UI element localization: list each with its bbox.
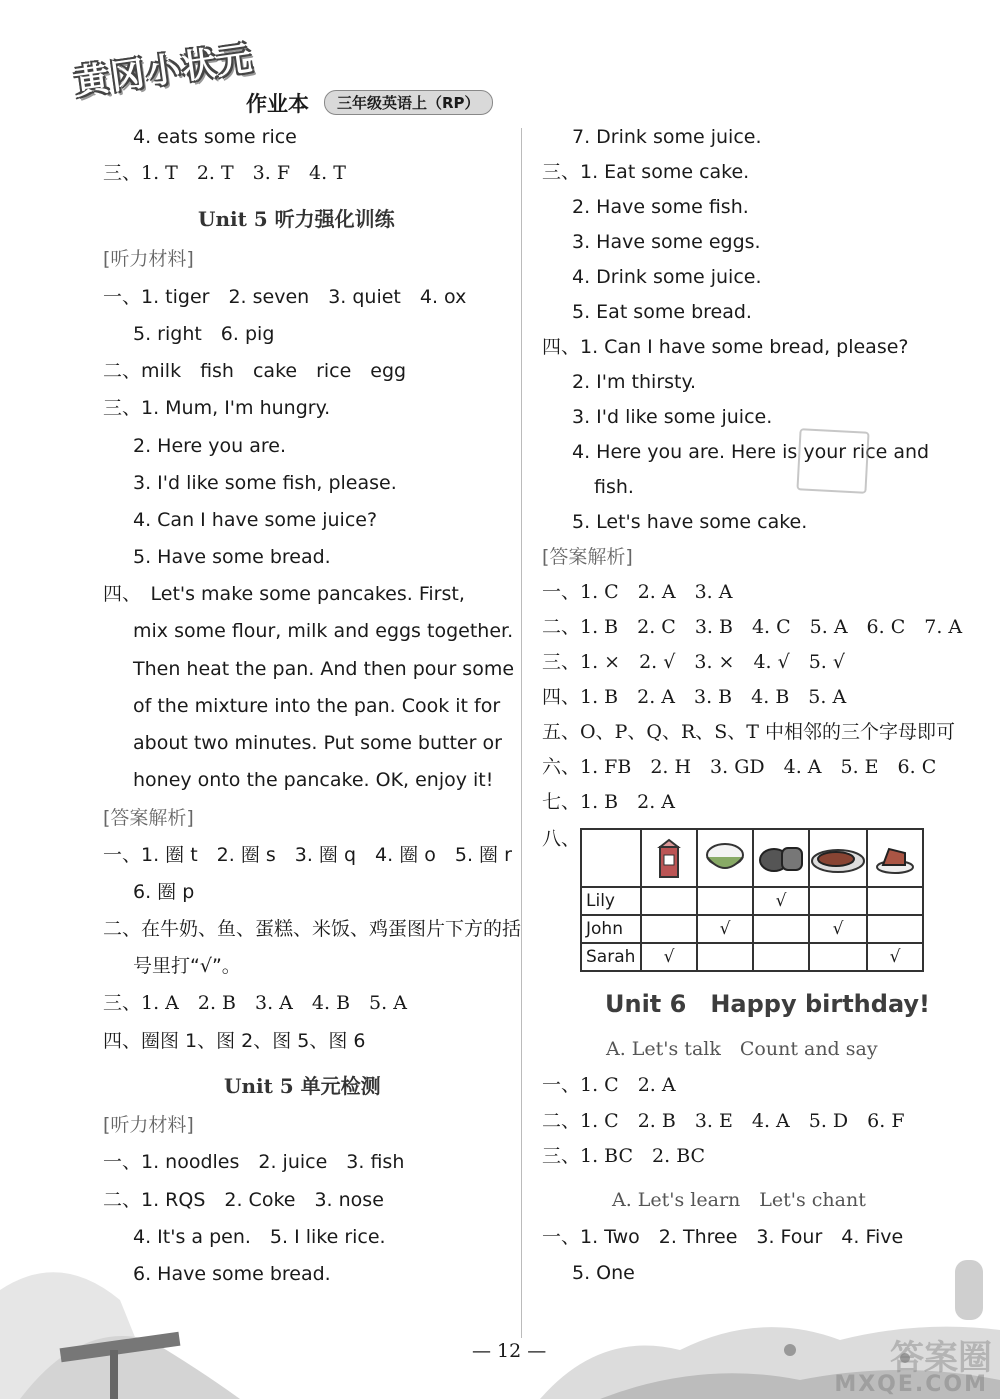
table-cell: √ xyxy=(753,887,809,915)
answer-line: about two minutes. Put some butter or xyxy=(133,732,502,754)
bread-icon xyxy=(753,829,809,887)
answer-line: 3. I'd like some juice. xyxy=(572,406,773,428)
answer-line: 一、1. tiger 2. seven 3. quiet 4. ox xyxy=(103,286,467,308)
lesson-heading: A. Let's talk Count and say xyxy=(606,1038,878,1060)
answer-line: 八、 xyxy=(542,828,581,850)
answer-line: 二、1. B 2. C 3. B 4. C 5. A 6. C 7. A xyxy=(542,616,963,638)
table-cell: √ xyxy=(641,943,697,971)
table-cell xyxy=(697,887,753,915)
answer-line: 5. Let's have some cake. xyxy=(572,511,808,533)
food-check-table xyxy=(580,828,924,972)
table-corner-cell xyxy=(581,829,641,887)
column-divider xyxy=(521,128,522,1338)
answer-line: 三、1. Mum, I'm hungry. xyxy=(103,397,331,419)
answer-line: 4. eats some rice xyxy=(133,126,297,148)
answer-line: 5. Eat some bread. xyxy=(572,301,752,323)
answer-line: 四、圈图 1、图 2、图 5、图 6 xyxy=(103,1030,366,1052)
section-label: [答案解析] xyxy=(542,546,633,568)
grade-tag: 三年级英语上（RP） xyxy=(324,90,493,115)
answer-line: of the mixture into the pan. Cook it for xyxy=(133,695,501,717)
stamp-mark xyxy=(796,428,869,494)
answer-line: 4. Can I have some juice? xyxy=(133,509,378,531)
answer-line: 二、在牛奶、鱼、蛋糕、米饭、鸡蛋图片下方的括 xyxy=(103,918,522,940)
answer-line: 二、milk fish cake rice egg xyxy=(103,360,407,382)
page-number: — 12 — xyxy=(472,1340,547,1362)
table-cell: √ xyxy=(867,943,923,971)
table-cell xyxy=(753,943,809,971)
corner-watermark: 答案圈 xyxy=(890,1338,992,1378)
answer-line: 6. 圈 p xyxy=(133,881,195,903)
section-heading: Unit 5 听力强化训练 xyxy=(198,207,395,231)
table-cell: √ xyxy=(809,915,867,943)
answer-line: 一、1. C 2. A xyxy=(542,1074,676,1096)
answer-line: 三、1. A 2. B 3. A 4. B 5. A xyxy=(103,992,407,1014)
table-row xyxy=(581,887,923,915)
table-cell: √ xyxy=(697,915,753,943)
table-cell xyxy=(809,887,867,915)
table-row xyxy=(581,943,923,971)
answer-line: fish. xyxy=(594,476,634,498)
answer-line: 2. I'm thirsty. xyxy=(572,371,697,393)
table-cell xyxy=(641,915,697,943)
answer-line: 5. right 6. pig xyxy=(133,323,275,345)
cake-icon xyxy=(867,829,923,887)
answer-line: 三、1. Eat some cake. xyxy=(542,161,750,183)
answer-line: 4. Drink some juice. xyxy=(572,266,762,288)
answer-line: 3. I'd like some fish, please. xyxy=(133,472,397,494)
lesson-heading: A. Let's learn Let's chant xyxy=(612,1189,866,1211)
answer-line: mix some flour, milk and eggs together. xyxy=(133,620,514,642)
answer-line: 三、1. × 2. √ 3. × 4. √ 5. √ xyxy=(542,651,845,673)
answer-line: 一、1. Two 2. Three 3. Four 4. Five xyxy=(542,1226,904,1248)
section-heading: Unit 5 单元检测 xyxy=(224,1074,381,1098)
answer-line: 六、1. FB 2. H 3. GD 4. A 5. E 6. C xyxy=(542,756,937,778)
answer-line: 一、1. C 2. A 3. A xyxy=(542,581,733,603)
table-cell xyxy=(809,943,867,971)
answer-line: 2. Have some fish. xyxy=(572,196,749,218)
page-header xyxy=(72,38,508,125)
answer-line: 2. Here you are. xyxy=(133,435,286,457)
answer-line: 三、1. BC 2. BC xyxy=(542,1145,706,1167)
table-header-row xyxy=(581,829,923,887)
answer-line: 号里打“√”。 xyxy=(133,955,241,977)
answer-line: 4. Here you are. Here is your rice and xyxy=(572,441,930,463)
fish-icon xyxy=(809,829,867,887)
answer-line: honey onto the pancake. OK, enjoy it! xyxy=(133,769,494,791)
student-name: Lily xyxy=(581,887,641,915)
answer-line: 6. Have some bread. xyxy=(133,1263,331,1285)
answer-line: 7. Drink some juice. xyxy=(572,126,762,148)
answer-line: 四、1. B 2. A 3. B 4. B 5. A xyxy=(542,686,847,708)
answer-line: 5. Have some bread. xyxy=(133,546,331,568)
table-cell xyxy=(697,943,753,971)
table-row xyxy=(581,915,923,943)
juice-icon xyxy=(641,829,697,887)
answer-line: 七、1. B 2. A xyxy=(542,791,676,813)
student-name: John xyxy=(581,915,641,943)
answer-line: 四、 Let's make some pancakes. First, xyxy=(103,583,465,605)
rice-icon xyxy=(697,829,753,887)
section-label: [听力材料] xyxy=(103,248,194,270)
workbook-title: 作业本 xyxy=(246,92,309,116)
section-label: [答案解析] xyxy=(103,807,194,829)
table-cell xyxy=(753,915,809,943)
section-label: [听力材料] xyxy=(103,1114,194,1136)
table-cell xyxy=(641,887,697,915)
brand-logo: 黄冈小状元 xyxy=(72,38,257,104)
answer-line: Then heat the pan. And then pour some xyxy=(133,658,515,680)
table-cell xyxy=(867,887,923,915)
answer-line: 5. One xyxy=(572,1262,635,1284)
student-name: Sarah xyxy=(581,943,641,971)
answer-line: 五、O、P、Q、R、S、T 中相邻的三个字母即可 xyxy=(542,721,955,743)
answer-line: 三、1. T 2. T 3. F 4. T xyxy=(103,162,346,184)
corner-watermark-url: MXQE.COM xyxy=(834,1372,988,1397)
answer-line: 二、1. C 2. B 3. E 4. A 5. D 6. F xyxy=(542,1110,905,1132)
answer-line: 4. It's a pen. 5. I like rice. xyxy=(133,1226,386,1248)
answer-line: 一、1. 圈 t 2. 圈 s 3. 圈 q 4. 圈 o 5. 圈 r xyxy=(103,844,512,866)
answer-line: 四、1. Can I have some bread, please? xyxy=(542,336,909,358)
table-cell xyxy=(867,915,923,943)
unit-heading: Unit 6 Happy birthday! xyxy=(605,990,930,1018)
answer-line: 二、1. RQS 2. Coke 3. nose xyxy=(103,1189,384,1211)
answer-line: 3. Have some eggs. xyxy=(572,231,761,253)
answer-line: 一、1. noodles 2. juice 3. fish xyxy=(103,1151,405,1173)
